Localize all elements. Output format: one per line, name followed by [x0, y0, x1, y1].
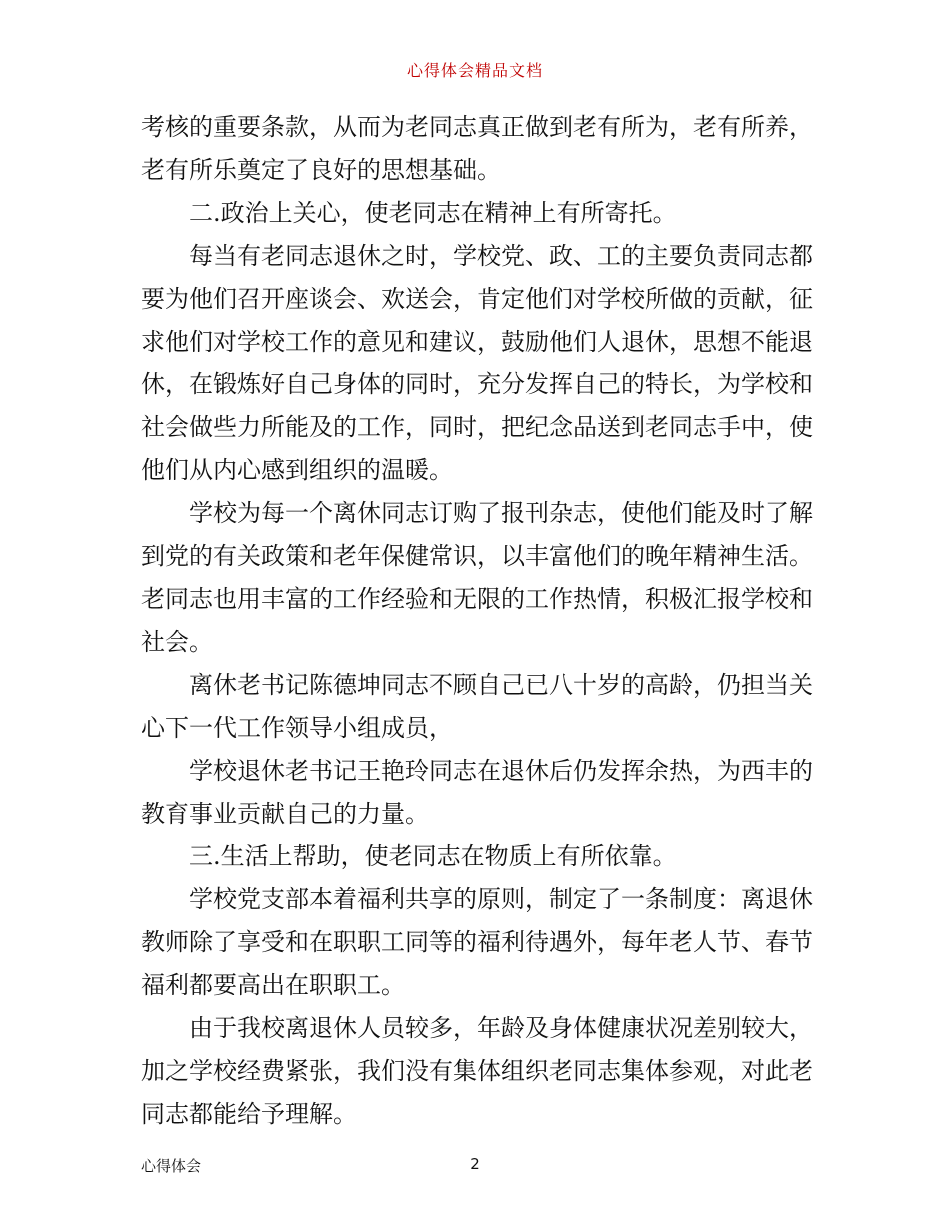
document-body	[141, 106, 813, 1136]
section-heading-3: 三.生活上帮助，使老同志在物质上有所依靠。	[189, 842, 677, 871]
footer-label: 心得体会	[141, 1157, 202, 1175]
page-number: 2	[470, 1155, 480, 1173]
paragraph: 离休老书记陈德坤同志不顾自己已八十岁的高龄，仍担当关心下一代工作领导小组成员，	[141, 670, 813, 742]
paragraph: 学校退休老书记王艳玲同志在退休后仍发挥余热，为西丰的教育事业贡献自己的力量。	[141, 756, 813, 828]
page-header-title: 心得体会精品文档	[406, 61, 543, 80]
paragraph: 每当有老同志退休之时，学校党、政、工的主要负责同志都要为他们召开座谈会、欢送会，肯定他们对学校所做的贡献，征求他们对学校工作的意见和建议，鼓励他们人退休，思想不能退休，在锻炼好自己身体的同时，充分发挥自己的特长，为学校和社会做些力所能及的工作，同时，把纪念品送到老同志手中，使他们从内心感到组织的温暖。	[141, 241, 813, 485]
section-heading-2: 二.政治上关心，使老同志在精神上有所寄托。	[189, 198, 677, 227]
paragraph: 学校为每一个离休同志订购了报刊杂志，使他们能及时了解到党的有关政策和老年保健常识，以丰富他们的晚年精神生活。老同志也用丰富的工作经验和无限的工作热情，积极汇报学校和社会。	[141, 499, 813, 656]
paragraph: 由于我校离退休人员较多，年龄及身体健康状况差别较大，加之学校经费紧张，我们没有集体组织老同志集体参观，对此老同志都能给予理解。	[141, 1014, 813, 1128]
paragraph: 学校党支部本着福利共享的原则，制定了一条制度：离退休教师除了享受和在职职工同等的福利待遇外，每年老人节、春节福利都要高出在职职工。	[141, 885, 813, 1000]
paragraph-continuation: 考核的重要条款，从而为老同志真正做到老有所为，老有所养，老有所乐奠定了良好的思想基础。	[141, 113, 813, 184]
